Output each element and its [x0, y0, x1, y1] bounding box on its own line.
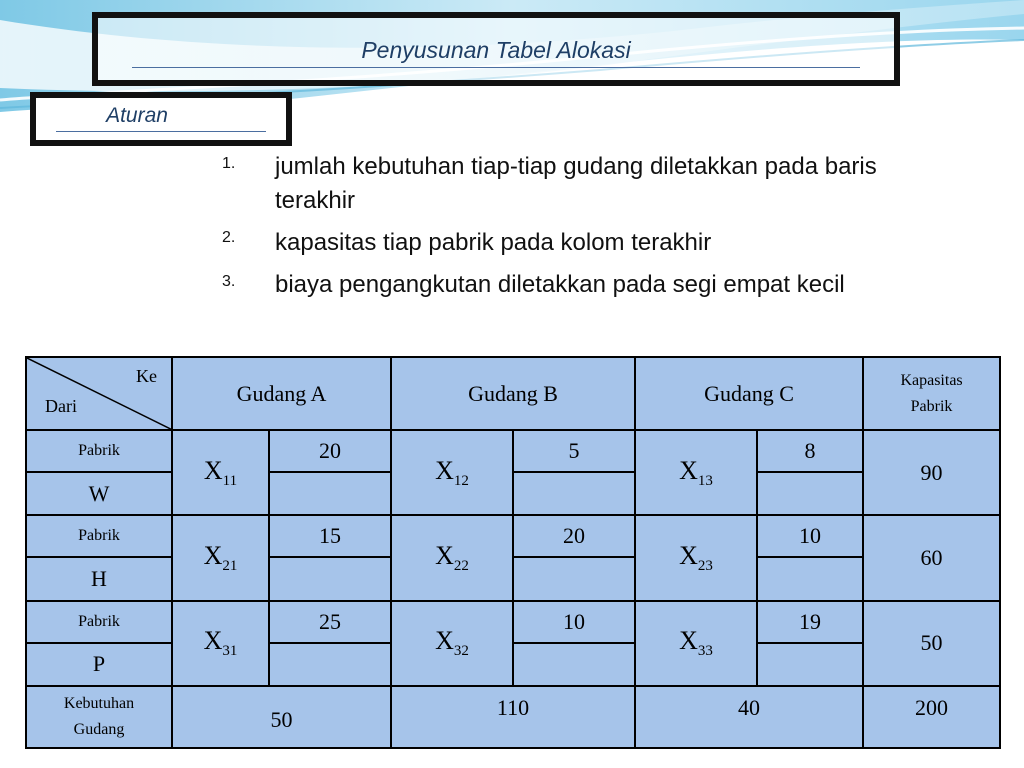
source-label-bottom: H — [26, 557, 172, 600]
cost-cell: 10 — [757, 515, 863, 557]
slide-title-box — [92, 12, 900, 86]
cost-cell: 15 — [269, 515, 391, 557]
capacity-cell: 90 — [863, 430, 1000, 515]
demand-label-line1: Kebutuhan — [63, 694, 135, 712]
variable-cell: $X_{33}$ — [635, 601, 757, 686]
rules-list — [222, 150, 882, 308]
header-kapasitas-line2: Pabrik — [910, 397, 953, 415]
corner-label-ke: Ke — [136, 366, 157, 386]
corner-label-dari: Dari — [45, 396, 77, 417]
demand-row — [26, 686, 1000, 748]
cost-cell: 25 — [269, 601, 391, 643]
table-row — [26, 430, 1000, 472]
capacity-cell: 60 — [863, 515, 1000, 600]
header-gudang-b: Gudang B — [391, 357, 635, 430]
table-row — [26, 515, 1000, 557]
source-label-bottom: W — [26, 472, 172, 515]
variable-cell: $X_{12}$ — [391, 430, 513, 515]
rule-text: kapasitas tiap pabrik pada kolom terakhir — [275, 229, 712, 256]
cost-cell: 19 — [757, 601, 863, 643]
cost-cell: 8 — [757, 430, 863, 472]
rule-item — [222, 224, 882, 262]
variable-cell: $X_{23}$ — [635, 515, 757, 600]
source-label-top: Pabrik — [26, 601, 172, 643]
slide-subtitle-box — [30, 92, 292, 146]
subtitle-underline — [56, 131, 266, 132]
header-gudang-a: Gudang A — [172, 357, 391, 430]
empty-cell — [269, 472, 391, 515]
title-underline — [132, 67, 860, 68]
rule-number: 1. — [222, 155, 236, 172]
source-label-top: Pabrik — [26, 515, 172, 557]
rule-text: jumlah kebutuhan tiap-tiap gudang diletakkan pada baris terakhir — [275, 153, 877, 214]
source-label-top: Pabrik — [26, 430, 172, 472]
source-label-bottom: P — [26, 643, 172, 686]
empty-cell — [757, 557, 863, 600]
table-row — [26, 601, 1000, 643]
empty-cell — [757, 643, 863, 686]
variable-cell: $X_{22}$ — [391, 515, 513, 600]
demand-gudang-a: 50 — [172, 686, 391, 748]
cost-cell: 5 — [513, 430, 635, 472]
empty-cell — [513, 557, 635, 600]
rule-number: 2. — [222, 229, 236, 246]
variable-cell: $X_{31}$ — [172, 601, 269, 686]
cost-cell: 20 — [513, 515, 635, 557]
empty-cell — [269, 557, 391, 600]
demand-gudang-c: 40 — [635, 686, 863, 748]
empty-cell — [757, 472, 863, 515]
cost-cell: 10 — [513, 601, 635, 643]
demand-gudang-b: 110 — [391, 686, 635, 748]
cost-cell: 20 — [269, 430, 391, 472]
variable-cell: $X_{32}$ — [391, 601, 513, 686]
header-kapasitas — [863, 357, 1000, 430]
variable-cell: $X_{21}$ — [172, 515, 269, 600]
rule-item — [222, 150, 882, 218]
header-kapasitas-line1: Kapasitas — [900, 371, 963, 389]
empty-cell — [269, 643, 391, 686]
header-gudang-c: Gudang C — [635, 357, 863, 430]
demand-label-line2: Gudang — [73, 720, 125, 738]
demand-label — [26, 686, 172, 748]
demand-total: 200 — [863, 686, 1000, 748]
header-row — [26, 357, 1000, 430]
variable-cell: $X_{13}$ — [635, 430, 757, 515]
allocation-table — [25, 356, 1001, 749]
corner-cell — [26, 357, 172, 430]
variable-cell: $X_{11}$ — [172, 430, 269, 515]
capacity-cell: 50 — [863, 601, 1000, 686]
rule-number: 3. — [222, 273, 236, 290]
slide-title: Penyusunan Tabel Alokasi — [361, 36, 631, 63]
rule-item — [222, 268, 882, 302]
empty-cell — [513, 643, 635, 686]
rule-text: biaya pengangkutan diletakkan pada segi empat kecil — [275, 271, 845, 298]
empty-cell — [513, 472, 635, 515]
slide-subtitle: Aturan — [106, 104, 168, 127]
